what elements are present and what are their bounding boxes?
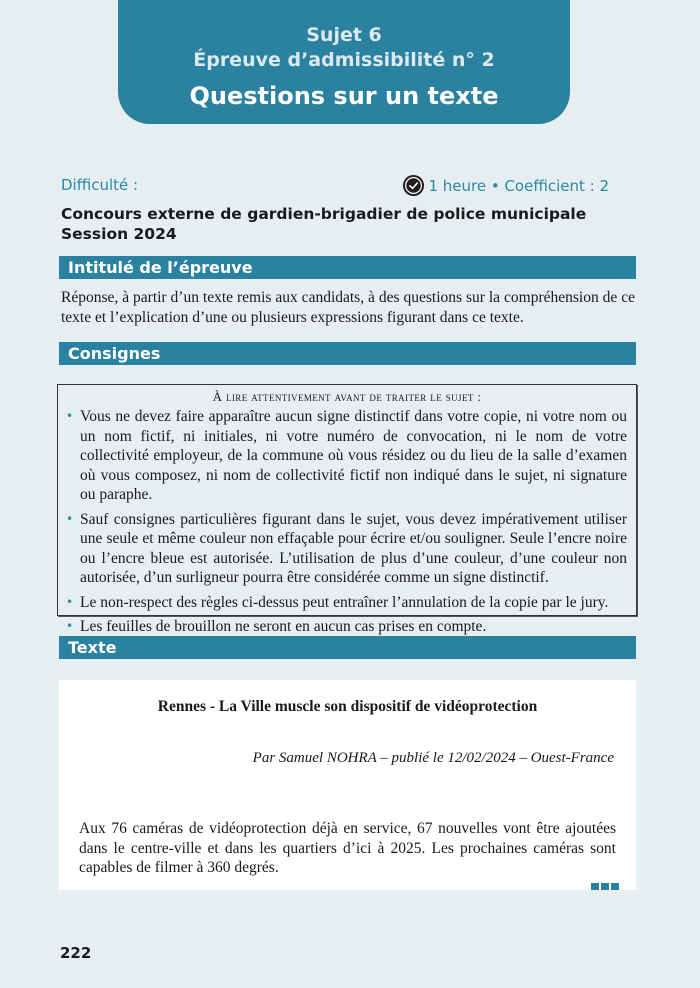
section-header-intitule: Intitulé de l’épreuve [59,256,636,279]
article-title: Rennes - La Ville muscle son dispositif de vidéoprotection [157,698,538,715]
marker-square [591,883,599,890]
exam-name: Épreuve d’admissibilité n° 2 [193,49,495,71]
instruction-text: Vous ne devez faire apparaître aucun signe distinctif dans votre copie, ni votre nom ou un nom fictif, ni initiales, ni votre numéro de convocation, ni le nom de votre collectivité employeur, de la commune où vous résidez ou du lieu de la salle d’examen où vous composez, ni nom de collectivité fictif non indiqué dans le sujet, ni signature ou paraphe. [80,408,627,503]
instructions-list [58,407,636,637]
difficulty-label: Difficulté : [61,176,139,194]
page-number: 222 [60,944,92,962]
competition-title [61,204,586,244]
bullet-icon: • [66,594,74,609]
competition-name: Concours externe de gardien-brigadier de police municipale [61,205,587,223]
page-title: Questions sur un texte [189,82,499,110]
marker-square [601,883,609,890]
intitule-text: Réponse, à partir d’un texte remis aux candidats, à des questions sur la compréhension de ce texte et l’explication d’une ou plusieurs expressions figurant dans ce texte. [61,289,635,326]
duration-info [402,174,609,197]
instruction-text: Sauf consignes particulières figurant dans le sujet, vous devez impérativement utiliser une seule et même couleur non effaçable pour écrire et/ou souligner. Seule l’encre noire ou l’encre bleue est autorisée. L’utilisation de plus d’une couleur, d’une couleur non autorisée, d’un surligneur pourra être considérée comme un signe distinctif. [80,510,627,586]
marker-square [611,883,619,890]
bullet-icon: • [66,409,74,423]
instructions-heading: À lire attentivement avant de traiter le sujet : [212,389,482,404]
bullet-icon: • [66,511,74,526]
instruction-text: Le non-respect des règles ci-dessus peut entraîner l’annulation de la copie par le jury. [80,593,609,611]
continued-marker-icon [591,883,619,890]
subject-header [118,0,570,124]
session-year: Session 2024 [61,225,177,243]
subject-number: Sujet 6 [306,24,382,46]
bullet-icon: • [66,619,74,633]
section-header-texte: Texte [59,636,636,659]
article-byline: Par Samuel NOHRA – publié le 12/02/2024 – Ouest-France [252,750,614,766]
duration-text: 1 heure • Coefficient : 2 [428,176,609,195]
instruction-item [66,593,627,613]
instruction-item [66,510,627,588]
instruction-item [66,617,627,637]
instruction-text: Les feuilles de brouillon ne seront en aucun cas prises en compte. [80,618,487,635]
instructions-box [57,384,637,635]
section-header-consignes: Consignes [59,342,636,365]
instruction-item [66,407,627,505]
clock-check-icon [402,174,425,197]
meta-row [61,174,609,198]
article-panel [59,680,636,890]
article-body: Aux 76 caméras de vidéoprotection déjà en service, 67 nouvelles vont être ajoutées dans le centre-ville et dans les quartiers d’ici à 2025. Les prochaines caméras sont capables de filmer à 360 degrés. [79,820,616,876]
